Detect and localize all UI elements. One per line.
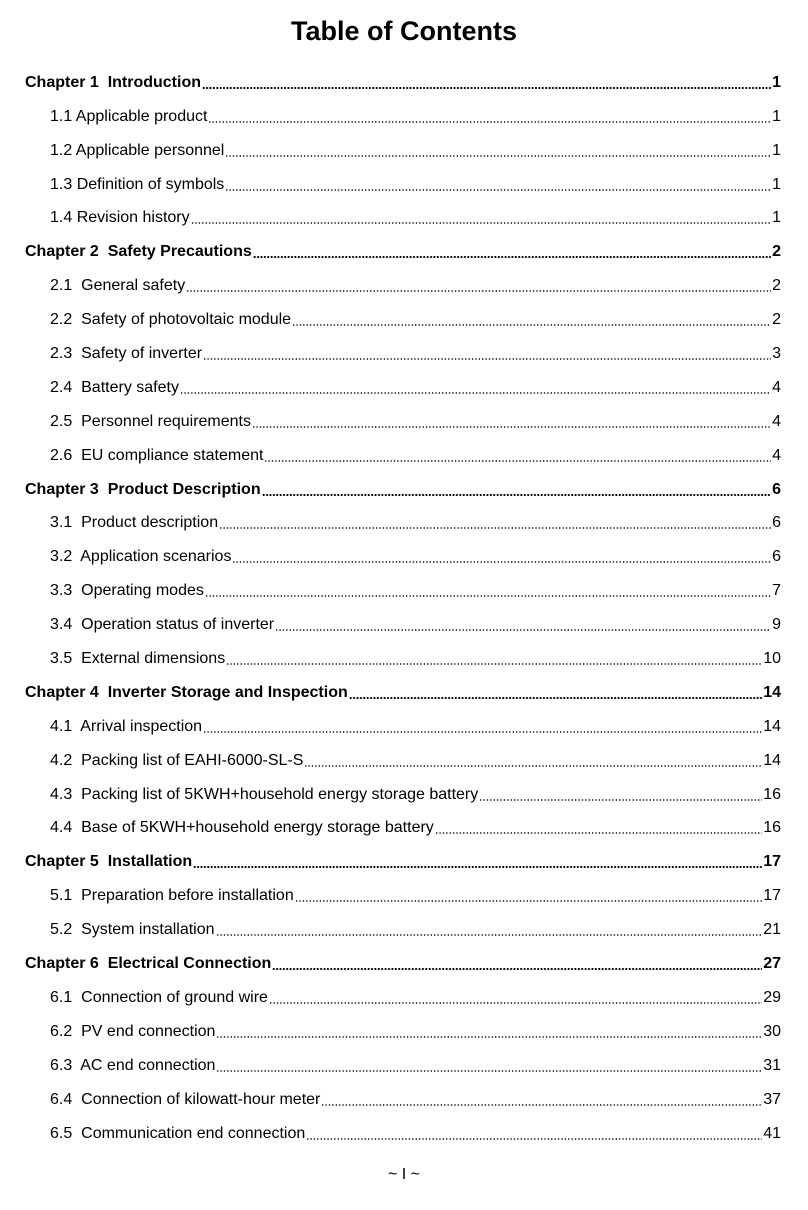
toc-entry-page-number: 1: [772, 141, 781, 159]
toc-section-entry[interactable]: [0, 337, 808, 371]
toc-entry-page-number: 41: [763, 1124, 781, 1142]
toc-entry-title: 6.2 PV end connection: [50, 1022, 216, 1040]
dot-leader: [306, 1138, 762, 1140]
toc-entry-page-number: 14: [763, 751, 781, 769]
toc-section-entry[interactable]: [0, 134, 808, 168]
toc-entry-page-number: 17: [763, 853, 781, 871]
toc-chapter-entry[interactable]: [0, 473, 808, 507]
toc-entry-page-number: 1: [772, 107, 781, 125]
toc-entry-page-number: 30: [763, 1022, 781, 1040]
toc-entry-title: 3.2 Application scenarios: [50, 548, 232, 566]
toc-entry-title: 3.4 Operation status of inverter: [50, 616, 275, 634]
toc-entry-page-number: 7: [772, 582, 781, 600]
toc-entry-title: Chapter 2 Safety Precautions: [25, 243, 252, 261]
toc-entry-title: 6.4 Connection of kilowatt-hour meter: [50, 1090, 321, 1108]
toc-section-entry[interactable]: [0, 1083, 808, 1117]
dot-leader: [435, 832, 762, 834]
toc-chapter-entry[interactable]: [0, 845, 808, 879]
toc-section-entry[interactable]: [0, 168, 808, 202]
toc-entry-title: 2.3 Safety of inverter: [50, 345, 203, 363]
dot-leader: [269, 1002, 762, 1004]
dot-leader: [226, 663, 762, 665]
dot-leader: [262, 494, 772, 496]
dot-leader: [252, 426, 771, 428]
toc-entry-title: 3.5 External dimensions: [50, 650, 226, 668]
toc-entry-page-number: 14: [763, 717, 781, 735]
toc-entry-page-number: 10: [763, 650, 781, 668]
toc-entry-page-number: 27: [763, 955, 781, 973]
toc-entry-page-number: 2: [772, 243, 781, 261]
toc-section-entry[interactable]: [0, 1049, 808, 1083]
toc-entry-page-number: 6: [772, 514, 781, 532]
dot-leader: [253, 256, 771, 258]
dot-leader: [186, 290, 771, 292]
toc-entry-title: 3.3 Operating modes: [50, 582, 204, 600]
page-number-footer: ~ I ~: [387, 1166, 421, 1183]
dot-leader: [232, 561, 771, 563]
toc-entry-title: 3.1 Product description: [50, 514, 219, 532]
toc-section-entry[interactable]: [0, 1117, 808, 1151]
dot-leader: [205, 595, 771, 597]
toc-entry-title: 2.1 General safety: [50, 277, 186, 295]
toc-section-entry[interactable]: [0, 507, 808, 541]
toc-entry-title: Chapter 4 Inverter Storage and Inspection: [25, 683, 348, 701]
toc-entry-page-number: 17: [763, 887, 781, 905]
dot-leader: [275, 629, 771, 631]
toc-section-entry[interactable]: [0, 405, 808, 439]
toc-entry-title: 2.4 Battery safety: [50, 378, 179, 396]
toc-entry-page-number: 29: [763, 988, 781, 1006]
toc-entry-title: 2.5 Personnel requirements: [50, 412, 251, 430]
toc-section-entry[interactable]: [0, 574, 808, 608]
toc-entry-title: 6.1 Connection of ground wire: [50, 988, 268, 1006]
dot-leader: [180, 392, 771, 394]
toc-entry-page-number: 1: [772, 209, 781, 227]
toc-section-entry[interactable]: [0, 913, 808, 947]
dot-leader: [295, 900, 762, 902]
toc-entry-page-number: 37: [763, 1090, 781, 1108]
dot-leader: [193, 866, 762, 868]
toc-entry-title: Chapter 1 Introduction: [25, 73, 201, 91]
toc-entry-title: 2.2 Safety of photovoltaic module: [50, 311, 292, 329]
toc-entry-page-number: 31: [763, 1056, 781, 1074]
toc-entry-page-number: 3: [772, 345, 781, 363]
toc-entry-page-number: 4: [772, 446, 781, 464]
toc-section-entry[interactable]: [0, 439, 808, 473]
toc-chapter-entry[interactable]: [0, 66, 808, 100]
toc-entry-title: 6.5 Communication end connection: [50, 1124, 306, 1142]
toc-entry-page-number: 4: [772, 412, 781, 430]
toc-entry-title: 1.3 Definition of symbols: [50, 175, 225, 193]
toc-entry-title: 4.1 Arrival inspection: [50, 717, 203, 735]
toc-entry-title: 5.1 Preparation before installation: [50, 887, 294, 905]
toc-list: [0, 66, 808, 1151]
toc-entry-title: Chapter 3 Product Description: [25, 480, 261, 498]
toc-section-entry[interactable]: [0, 879, 808, 913]
dot-leader: [216, 1070, 762, 1072]
toc-section-entry[interactable]: [0, 371, 808, 405]
toc-entry-page-number: 21: [763, 921, 781, 939]
toc-entry-title: 2.6 EU compliance statement: [50, 446, 264, 464]
toc-section-entry[interactable]: [0, 1015, 808, 1049]
dot-leader: [191, 222, 771, 224]
dot-leader: [349, 697, 762, 699]
toc-entry-page-number: 2: [772, 277, 781, 295]
toc-section-entry[interactable]: [0, 540, 808, 574]
toc-section-entry[interactable]: [0, 981, 808, 1015]
toc-entry-page-number: 6: [772, 548, 781, 566]
dot-leader: [225, 155, 771, 157]
toc-entry-title: 1.1 Applicable product: [50, 107, 208, 125]
dot-leader: [479, 799, 762, 801]
dot-leader: [264, 460, 771, 462]
toc-entry-title: 6.3 AC end connection: [50, 1056, 216, 1074]
dot-leader: [208, 121, 771, 123]
toc-entry-title: 1.4 Revision history: [50, 209, 190, 227]
toc-entry-title: 4.4 Base of 5KWH+household energy storage battery: [50, 819, 434, 837]
dot-leader: [202, 87, 771, 89]
toc-section-entry[interactable]: [0, 303, 808, 337]
toc-entry-page-number: 2: [772, 311, 781, 329]
toc-section-entry[interactable]: [0, 100, 808, 134]
page-title: Table of Contents: [291, 16, 517, 46]
dot-leader: [272, 968, 762, 970]
toc-entry-page-number: 16: [763, 785, 781, 803]
dot-leader: [219, 527, 771, 529]
dot-leader: [203, 358, 771, 360]
toc-section-entry[interactable]: [0, 608, 808, 642]
toc-section-entry[interactable]: [0, 269, 808, 303]
dot-leader: [216, 1036, 762, 1038]
toc-section-entry[interactable]: [0, 202, 808, 236]
toc-section-entry[interactable]: [0, 710, 808, 744]
toc-entry-page-number: 9: [772, 616, 781, 634]
toc-entry-title: Chapter 6 Electrical Connection: [25, 955, 272, 973]
toc-section-entry[interactable]: [0, 642, 808, 676]
dot-leader: [216, 934, 763, 936]
toc-chapter-entry[interactable]: [0, 676, 808, 710]
toc-entry-page-number: 1: [772, 175, 781, 193]
toc-entry-title: 1.2 Applicable personnel: [50, 141, 225, 159]
toc-entry-page-number: 16: [763, 819, 781, 837]
dot-leader: [203, 731, 762, 733]
dot-leader: [292, 324, 771, 326]
toc-section-entry[interactable]: [0, 812, 808, 846]
toc-section-entry[interactable]: [0, 744, 808, 778]
toc-entry-page-number: 1: [772, 73, 781, 91]
dot-leader: [304, 765, 762, 767]
toc-entry-title: 4.3 Packing list of 5KWH+household energy storage battery: [50, 785, 479, 803]
toc-entry-title: 4.2 Packing list of EAHI-6000-SL-S: [50, 751, 304, 769]
toc-entry-title: 5.2 System installation: [50, 921, 215, 939]
toc-chapter-entry[interactable]: [0, 235, 808, 269]
toc-entry-title: Chapter 5 Installation: [25, 853, 193, 871]
toc-section-entry[interactable]: [0, 778, 808, 812]
toc-entry-page-number: 14: [763, 683, 781, 701]
toc-entry-page-number: 6: [772, 480, 781, 498]
dot-leader: [321, 1104, 762, 1106]
dot-leader: [225, 189, 771, 191]
toc-entry-page-number: 4: [772, 378, 781, 396]
toc-chapter-entry[interactable]: [0, 947, 808, 981]
